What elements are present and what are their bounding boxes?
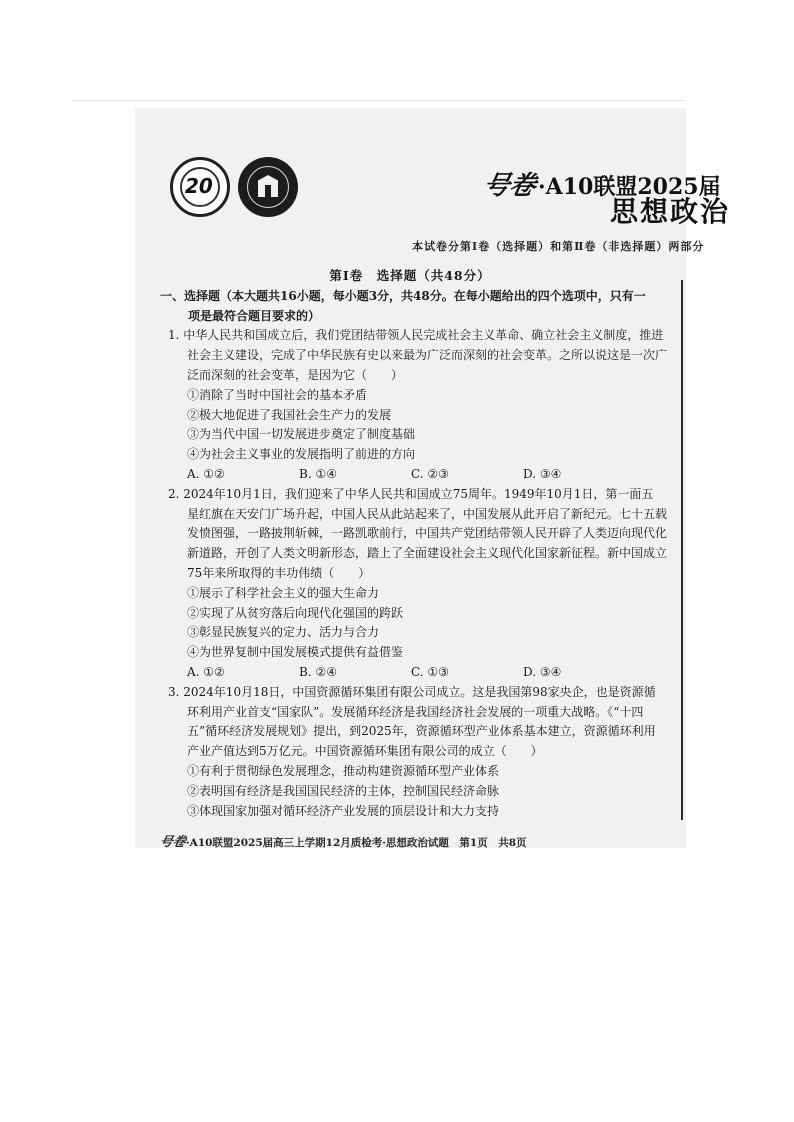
option-b: B. ②④: [299, 664, 337, 679]
option-b: B. ①④: [299, 466, 337, 481]
option-d: D. ③④: [523, 664, 562, 679]
question-line: 1. 中华人民共和国成立后，我们党团结带领人民完成社会主义革命、确立社会主义制度，推进: [168, 328, 664, 343]
question-line: 五”循环经济发展规划》提出，到2025年，资源循环型产业体系基本建立，资源循环利用: [187, 724, 656, 739]
seal-emblem-20: 20: [185, 174, 213, 198]
section-heading: [160, 287, 681, 327]
statement: ①有利于贯彻绿色发展理念，推动构建资源循环型产业体系: [187, 763, 500, 778]
option-d: D. ③④: [523, 466, 562, 481]
question-line: 产业产值达到5万亿元。中国资源循环集团有限公司的成立（ ）: [187, 744, 543, 759]
statement: ①消除了当时中国社会的基本矛盾: [187, 387, 368, 402]
section-line: 项是最符合题目要求的）: [188, 308, 321, 323]
footer-brand-logo: 号卷: [157, 835, 188, 850]
statement: ④为社会主义事业的发展指明了前进的方向: [187, 447, 416, 462]
school-seal-1: [170, 157, 230, 217]
question-line: 2. 2024年10月1日，我们迎来了中华人民共和国成立75周年。1949年10月1日，第一面五: [168, 486, 654, 501]
statement: ③为当代中国一切发展进步奠定了制度基础: [187, 427, 416, 442]
exam-title: ·A10联盟2025届: [538, 174, 721, 200]
statement: ②极大地促进了我国社会生产力的发展: [187, 407, 392, 422]
section-line: 一、选择题（本大题共16小题，每小题3分，共48分。在每小题给出的四个选项中，只有一: [160, 288, 646, 303]
option-c: C. ②③: [411, 466, 449, 481]
question-2: [160, 485, 681, 683]
binding-line: [681, 280, 683, 820]
question-line: 发愤图强，一路披荆斩棘，一路凯歌前行，中国共产党团结带领人民开辟了人类迈向现代化: [187, 526, 668, 541]
option-c: C. ①③: [411, 664, 449, 679]
question-1: [160, 326, 681, 484]
option-a: A. ①②: [187, 466, 225, 481]
answer-options: [160, 465, 681, 485]
question-line: 环利用产业首支“国家队”。发展循环经济是我国经济社会发展的一项重大战略。《“十四: [187, 704, 644, 719]
statement: ②表明国有经济是我国国民经济的主体，控制国民经济命脉: [187, 783, 500, 798]
statement: ②实现了从贫穷落后向现代化强国的跨跃: [187, 605, 404, 620]
page-footer: [157, 831, 527, 850]
footer-text: ·A10联盟2025届高三上学期12月质检考·思想政治试题 第1页 共8页: [186, 837, 527, 849]
statement: ①展示了科学社会主义的强大生命力: [187, 585, 380, 600]
exam-instructions: 本试卷分第Ⅰ卷（选择题）和第Ⅱ卷（非选择题）两部分: [412, 240, 705, 253]
answer-options: [160, 663, 681, 683]
school-seal-2: [238, 157, 298, 217]
question-3: [160, 683, 681, 822]
question-line: 社会主义建设，完成了中华民族有史以来最为广泛而深刻的社会变革。之所以说这是一次广: [187, 348, 668, 363]
question-line: 泛而深刻的社会变革，是因为它（ ）: [187, 367, 404, 382]
question-line: 3. 2024年10月18日，中国资源循环集团有限公司成立。这是我国第98家央企，也是资源循: [168, 684, 656, 699]
exam-subject: 思想政治: [610, 195, 731, 228]
option-a: A. ①②: [187, 664, 225, 679]
question-line: 75年来所取得的丰功伟绩（ ）: [187, 565, 371, 580]
question-line: 星红旗在天安门广场升起，中国人民从此站起来了，中国发展从此开启了新纪元。七十五载: [187, 506, 668, 521]
statement: ④为世界复制中国发展模式提供有益借鉴: [187, 645, 404, 660]
question-line: 新道路，开创了人类文明新形态，踏上了全面建设社会主义现代化国家新征程。新中国成立: [187, 546, 668, 561]
exam-body: [160, 266, 681, 826]
statement: ③体现国家加强对循环经济产业发展的顶层设计和大力支持: [187, 803, 500, 818]
statement: ③彰显民族复兴的定力、活力与合力: [187, 625, 380, 640]
part-title: 第Ⅰ卷 选择题（共48分）: [329, 268, 491, 283]
brand-logo: 号卷: [480, 171, 539, 201]
top-rule: [72, 100, 686, 101]
